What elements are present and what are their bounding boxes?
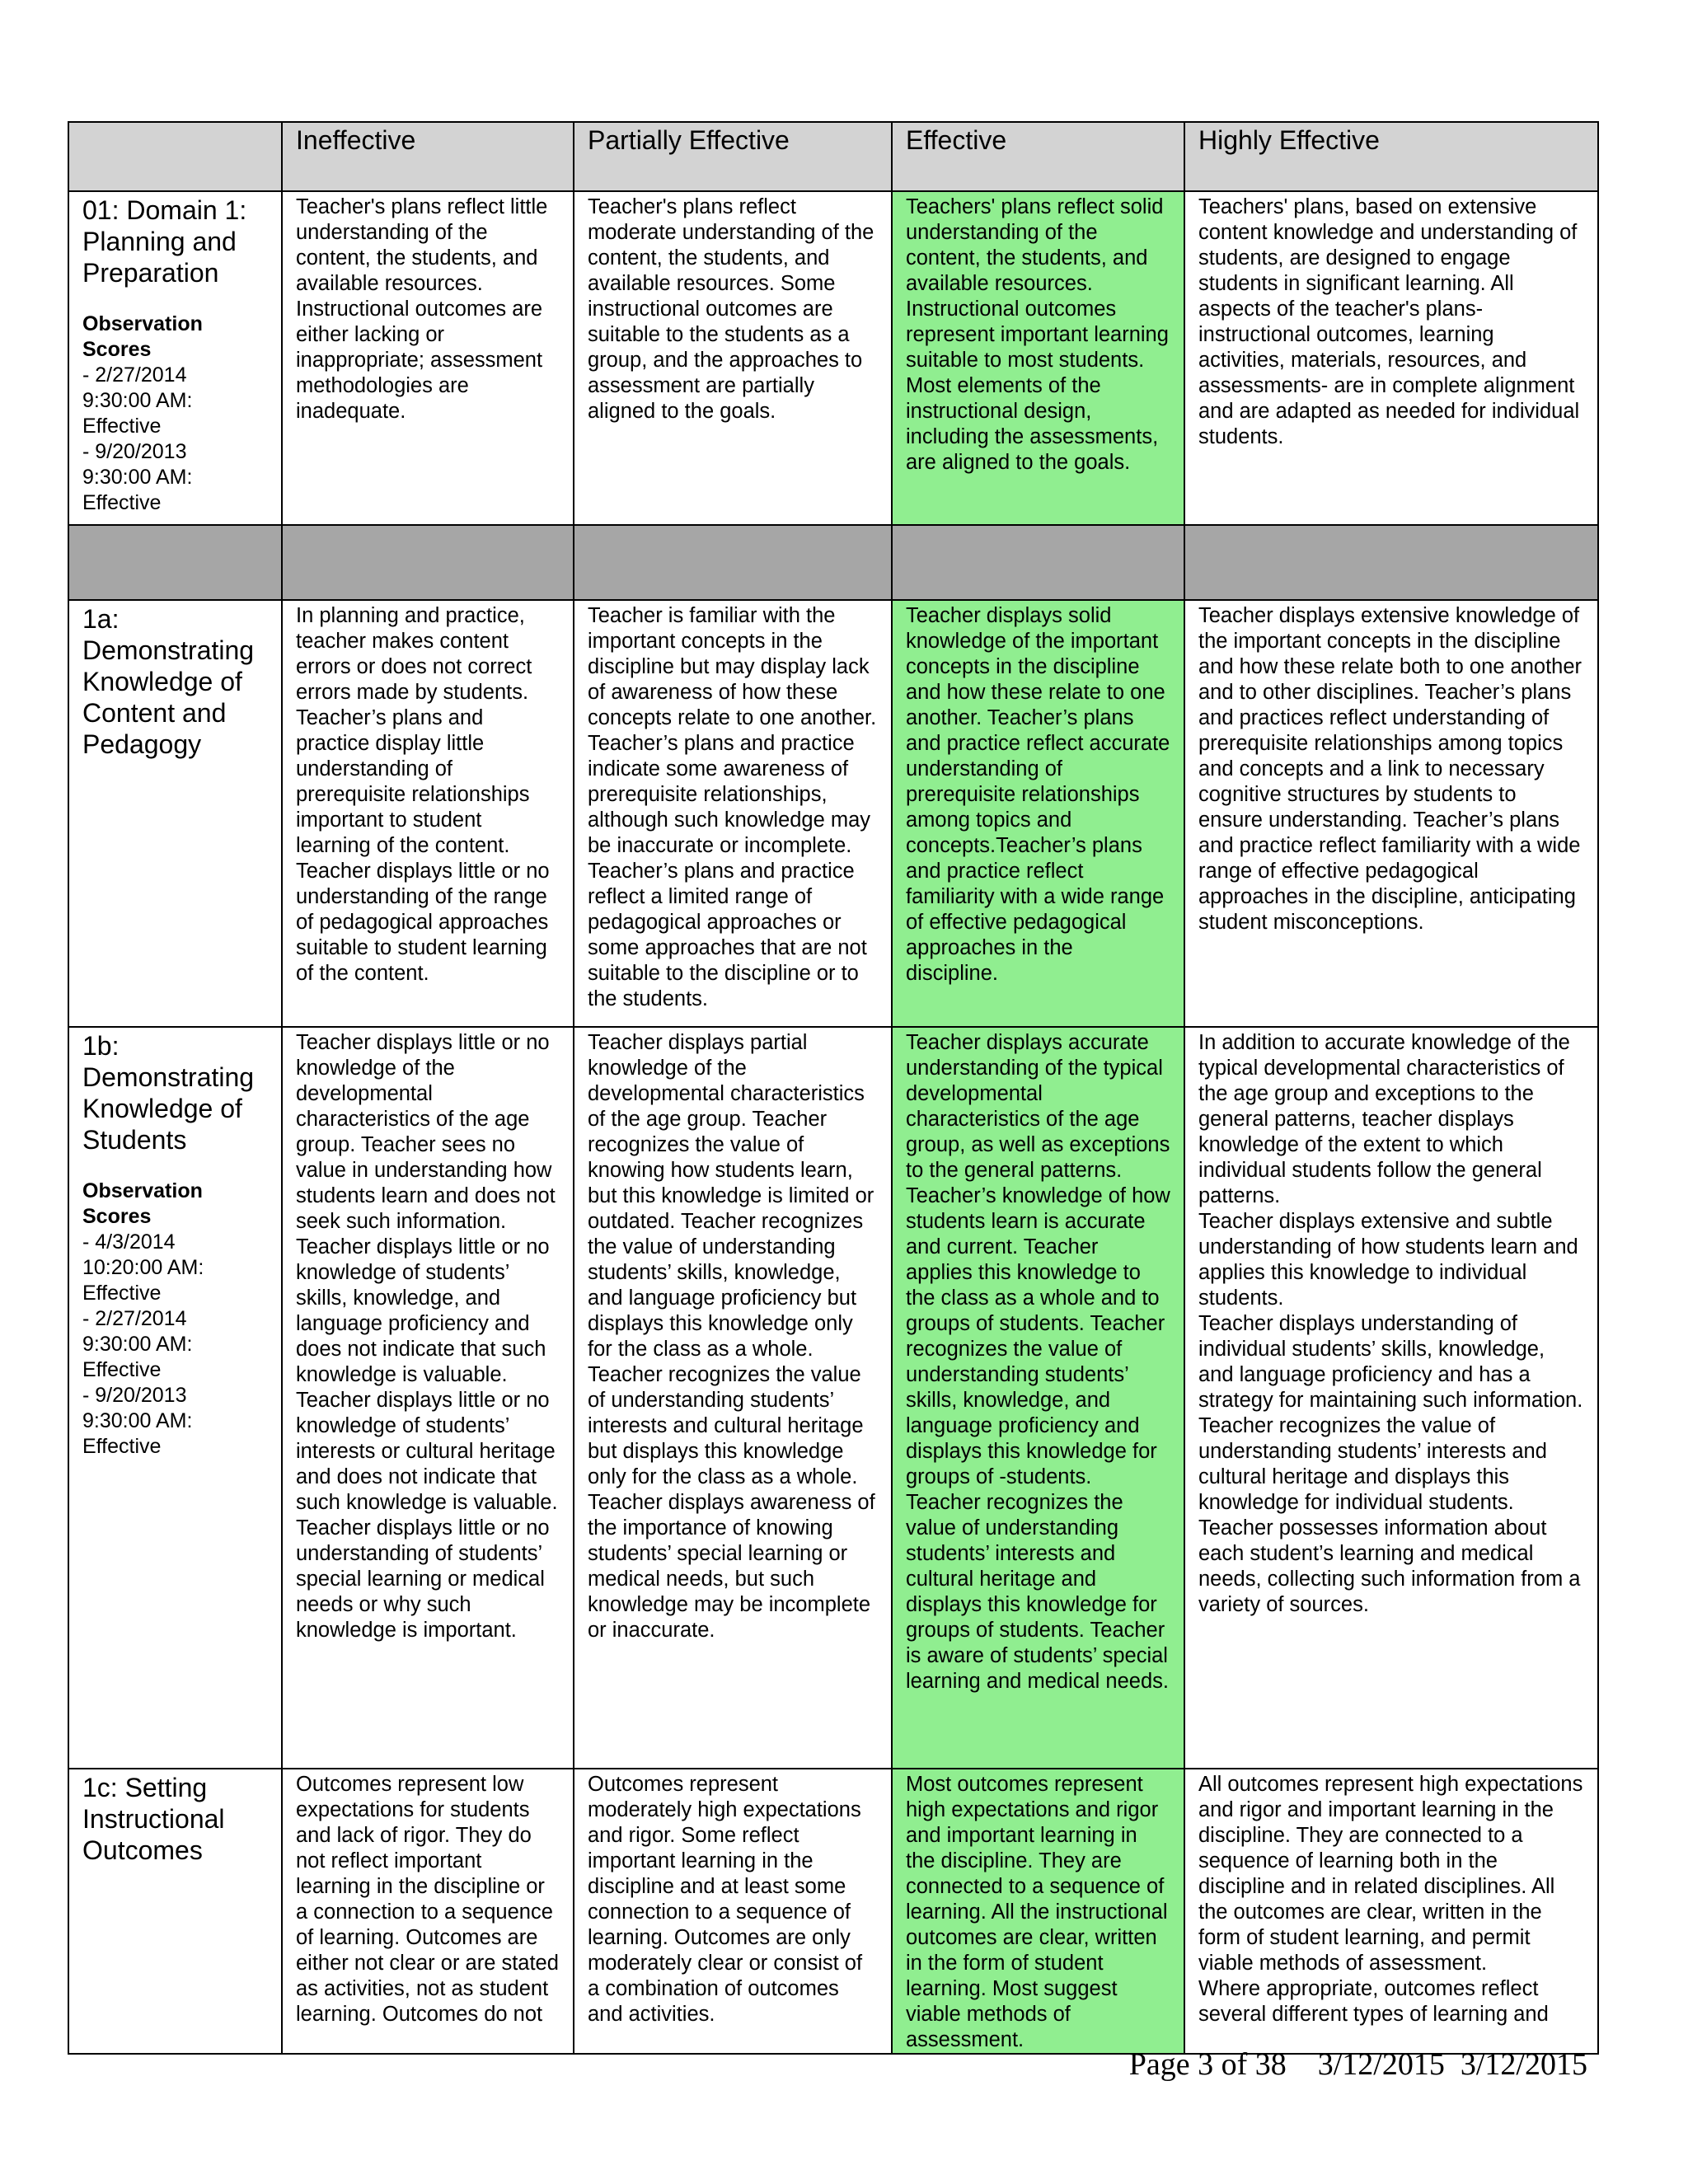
separator-cell (282, 525, 574, 600)
row-label (68, 191, 282, 525)
header-corner (68, 122, 282, 191)
header-highly-effective: Highly Effective (1184, 122, 1598, 191)
observation-line: Effective (82, 1358, 162, 1381)
row-title: 01: Domain 1: Planning and Preparation (82, 195, 247, 288)
observation-line: - 9/20/2013 (82, 1384, 187, 1407)
cell-ineffective: In planning and practice, teacher makes content errors or does not correct errors made by students. Teacher’s plans and practice display little understanding of prerequisite relationships important to student learning of the content. Teacher displays little or no understanding of the range of pedagogical approaches suitable to student learning of the content. (282, 600, 574, 1027)
observation-line: 9:30:00 AM: (82, 466, 193, 489)
component-1b-row (68, 1027, 1598, 1769)
cell-partially-effective: Teacher is familiar with the important concepts in the discipline but may display lack of awareness of how these concepts relate to one another. Teacher’s plans and practice indicate some awareness of prerequisite relationships, although such knowledge may be inaccurate or incomplete. Teacher’s plans and practice reflect a limited range of pedagogical approaches or some approaches that are not suitable to the discipline or to the students. (574, 600, 892, 1027)
domain-1-row (68, 191, 1598, 525)
separator-row (68, 525, 1598, 600)
footer-date: 3/12/2015 (1460, 2047, 1587, 2082)
separator-cell (574, 525, 892, 600)
header-effective: Effective (892, 122, 1184, 191)
component-1c-row (68, 1769, 1598, 2054)
cell-highly-effective: Teachers' plans, based on extensive content knowledge and understanding of students, are designed to engage students in significant learning. All aspects of the teacher's plans- instructional outcomes, learning activities, materials, resources, and assessments- are in complete alignment and are adapted as needed for individual students. (1184, 191, 1598, 525)
observation-line: Effective (82, 1435, 162, 1458)
cell-ineffective: Outcomes represent low expectations for students and lack of rigor. They do not reflect important learning in the discipline or a connection to a sequence of learning. Outcomes are either not clear or are stated as activities, not as student learning. Outcomes do not (282, 1769, 574, 2054)
observation-scores-heading: Observation Scores (82, 312, 203, 361)
row-title: 1c: Setting Instructional Outcomes (82, 1773, 225, 1865)
header-partially-effective: Partially Effective (574, 122, 892, 191)
row-label (68, 1027, 282, 1769)
observation-line: Effective (82, 415, 162, 438)
cell-partially-effective: Teacher displays partial knowledge of the developmental characteristics of the age group. Teacher recognizes the value of knowing how students learn, but this knowledge is limited or outdated. Teacher recognizes the value of understanding students’ skills, knowledge, and language proficiency but displays this knowledge only for the class as a whole. Teacher recognizes the value of understanding students’ interests and cultural heritage but displays this knowledge only for the class as a whole. Teacher displays awareness of the importance of knowing students’ special learning or medical needs, but such knowledge may be incomplete or inaccurate. (574, 1027, 892, 1769)
cell-highly-effective: All outcomes represent high expectations and rigor and important learning in the discipline. They are connected to a sequence of learning both in the discipline and in related disciplines. All the outcomes are clear, written in the form of student learning, and permit viable methods of assessment. Where appropriate, outcomes reflect several different types of learning and (1184, 1769, 1598, 2054)
observation-line: - 4/3/2014 (82, 1230, 176, 1254)
cell-highly-effective: In addition to accurate knowledge of the typical developmental characteristics of the age group and exceptions to the general patterns, teacher displays knowledge of the extent to which individual students follow the general patterns. Teacher displays extensive and subtle understanding of how students learn and applies this knowledge to individual students. Teacher displays understanding of individual students’ skills, knowledge, and language proficiency and has a strategy for maintaining such information. Teacher recognizes the value of understanding students’ interests and cultural heritage and displays this knowledge for individual students. Teacher possesses information about each student’s learning and medical needs, collecting such information from a variety of sources. (1184, 1027, 1598, 1769)
cell-highly-effective: Teacher displays extensive knowledge of the important concepts in the discipline and how these relate both to one another and to other disciplines. Teacher’s plans and practices reflect understanding of prerequisite relationships among topics and concepts and a link to necessary cognitive structures by students to ensure understanding. Teacher’s plans and practice reflect familiarity with a wide range of effective pedagogical approaches in the discipline, anticipating student misconceptions. (1184, 600, 1598, 1027)
row-label (68, 1769, 282, 2054)
cell-effective-selected: Teachers' plans reflect solid understanding of the content, the students, and available resources. Instructional outcomes represent important learning suitable to most students. Most elements of the instructional design, including the assessments, are aligned to the goals. (892, 191, 1184, 525)
cell-effective-selected: Teacher displays solid knowledge of the important concepts in the discipline and how these relate to one another. Teacher’s plans and practice reflect accurate understanding of prerequisite relationships among topics and concepts.Teacher’s plans and practice reflect familiarity with a wide range of effective pedagogical approaches in the discipline. (892, 600, 1184, 1027)
observation-line: 9:30:00 AM: (82, 1333, 193, 1356)
separator-cell (1184, 525, 1598, 600)
separator-cell (68, 525, 282, 600)
page-footer (1129, 2046, 1587, 2083)
footer-date: 3/12/2015 (1317, 2047, 1445, 2082)
cell-effective-selected: Teacher displays accurate understanding of the typical developmental characteristics of the age group, as well as exceptions to the general patterns. Teacher’s knowledge of how students learn is accurate and current. Teacher applies this knowledge to the class as a whole and to groups of students. Teacher recognizes the value of understanding students’ skills, knowledge, and language proficiency and displays this knowledge for groups of -students. Teacher recognizes the value of understanding students’ interests and cultural heritage and displays this knowledge for groups of students. Teacher is aware of students’ special learning and medical needs. (892, 1027, 1184, 1769)
cell-ineffective: Teacher's plans reflect little understanding of the content, the students, and available resources. Instructional outcomes are either lacking or inappropriate; assessment methodologies are inadequate. (282, 191, 574, 525)
row-title: 1a: Demonstrating Knowledge of Content and Pedagogy (82, 604, 255, 759)
row-label (68, 600, 282, 1027)
observation-line: 9:30:00 AM: (82, 389, 193, 412)
header-ineffective: Ineffective (282, 122, 574, 191)
rubric-table (68, 121, 1599, 2055)
observation-line: 9:30:00 AM: (82, 1409, 193, 1432)
separator-cell (892, 525, 1184, 600)
cell-effective-selected: Most outcomes represent high expectations and rigor and important learning in the discipline. They are connected to a sequence of learning. All the instructional outcomes are clear, written in the form of student learning. Most suggest viable methods of assessment. (892, 1769, 1184, 2054)
observation-line: Effective (82, 1282, 162, 1305)
observation-line: - 2/27/2014 (82, 363, 187, 387)
observation-line: - 2/27/2014 (82, 1307, 187, 1330)
header-row (68, 122, 1598, 191)
cell-ineffective: Teacher displays little or no knowledge of the developmental characteristics of the age group. Teacher sees no value in understanding how students learn and does not seek such information. Teacher displays little or no knowledge of students’ skills, knowledge, and language proficiency and does not indicate that such knowledge is valuable. Teacher displays little or no knowledge of students’ interests or cultural heritage and does not indicate that such knowledge is valuable. Teacher displays little or no understanding of students’ special learning or medical needs or why such knowledge is important. (282, 1027, 574, 1769)
observation-line: Effective (82, 491, 162, 514)
component-1a-row (68, 600, 1598, 1027)
cell-partially-effective: Teacher's plans reflect moderate understanding of the content, the students, and available resources. Some instructional outcomes are suitable to the students as a group, and the approaches to assessment are partially aligned to the goals. (574, 191, 892, 525)
cell-partially-effective: Outcomes represent moderately high expectations and rigor. Some reflect important learning in the discipline and at least some connection to a sequence of learning. Outcomes are only moderately clear or consist of a combination of outcomes and activities. (574, 1769, 892, 2054)
observation-scores-heading: Observation Scores (82, 1179, 203, 1228)
observation-line: 10:20:00 AM: (82, 1256, 204, 1279)
observation-line: - 9/20/2013 (82, 440, 187, 463)
page-number: Page 3 of 38 (1128, 2047, 1287, 2082)
row-title: 1b: Demonstrating Knowledge of Students (82, 1031, 255, 1155)
